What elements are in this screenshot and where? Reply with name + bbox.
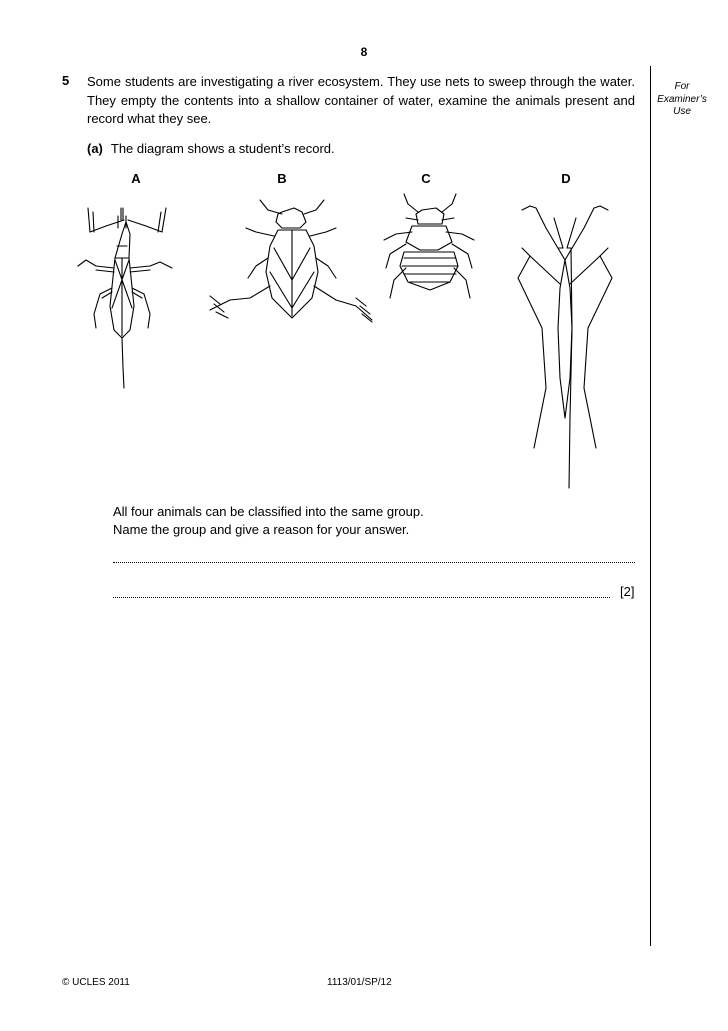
insect-b-drawing xyxy=(210,200,372,322)
footer-paper-code: 1113/01/SP/12 xyxy=(327,977,392,988)
figure-label-c: C xyxy=(421,171,431,186)
examiner-line-2: Examiner’s xyxy=(657,93,707,105)
insect-a-drawing xyxy=(78,208,172,388)
figure-label-d: D xyxy=(561,171,571,186)
figure-label-a: A xyxy=(131,171,141,186)
part-a-label: (a) xyxy=(87,141,103,156)
examiner-use-label xyxy=(652,81,712,119)
part-a-text: The diagram shows a student’s record. xyxy=(110,141,335,156)
examiner-line-3: Use xyxy=(673,106,691,117)
footer-copyright: © UCLES 2011 xyxy=(62,977,130,988)
answer-line-2[interactable] xyxy=(113,597,610,598)
insect-diagram xyxy=(60,188,640,498)
figure-label-b: B xyxy=(277,171,287,186)
page-number: 8 xyxy=(360,45,368,59)
insect-d-drawing xyxy=(518,206,612,488)
answer-instruction xyxy=(113,503,424,539)
examiner-margin-rule xyxy=(650,66,651,946)
part-a-heading xyxy=(87,141,335,156)
question-number: 5 xyxy=(62,73,70,88)
instruction-line-2: Name the group and give a reason for your answer. xyxy=(113,522,410,537)
instruction-line-1: All four animals can be classified into the same group. xyxy=(113,504,424,519)
question-stem: Some students are investigating a river ecosystem. They use nets to sweep through the water. They empty the contents into a shallow container of water, examine the animals present and record what they see. xyxy=(87,74,635,126)
examiner-line-1: For xyxy=(674,81,690,92)
marks-allocation: [2] xyxy=(620,584,635,599)
insect-c-drawing xyxy=(384,194,474,298)
answer-line-1[interactable] xyxy=(113,562,635,563)
